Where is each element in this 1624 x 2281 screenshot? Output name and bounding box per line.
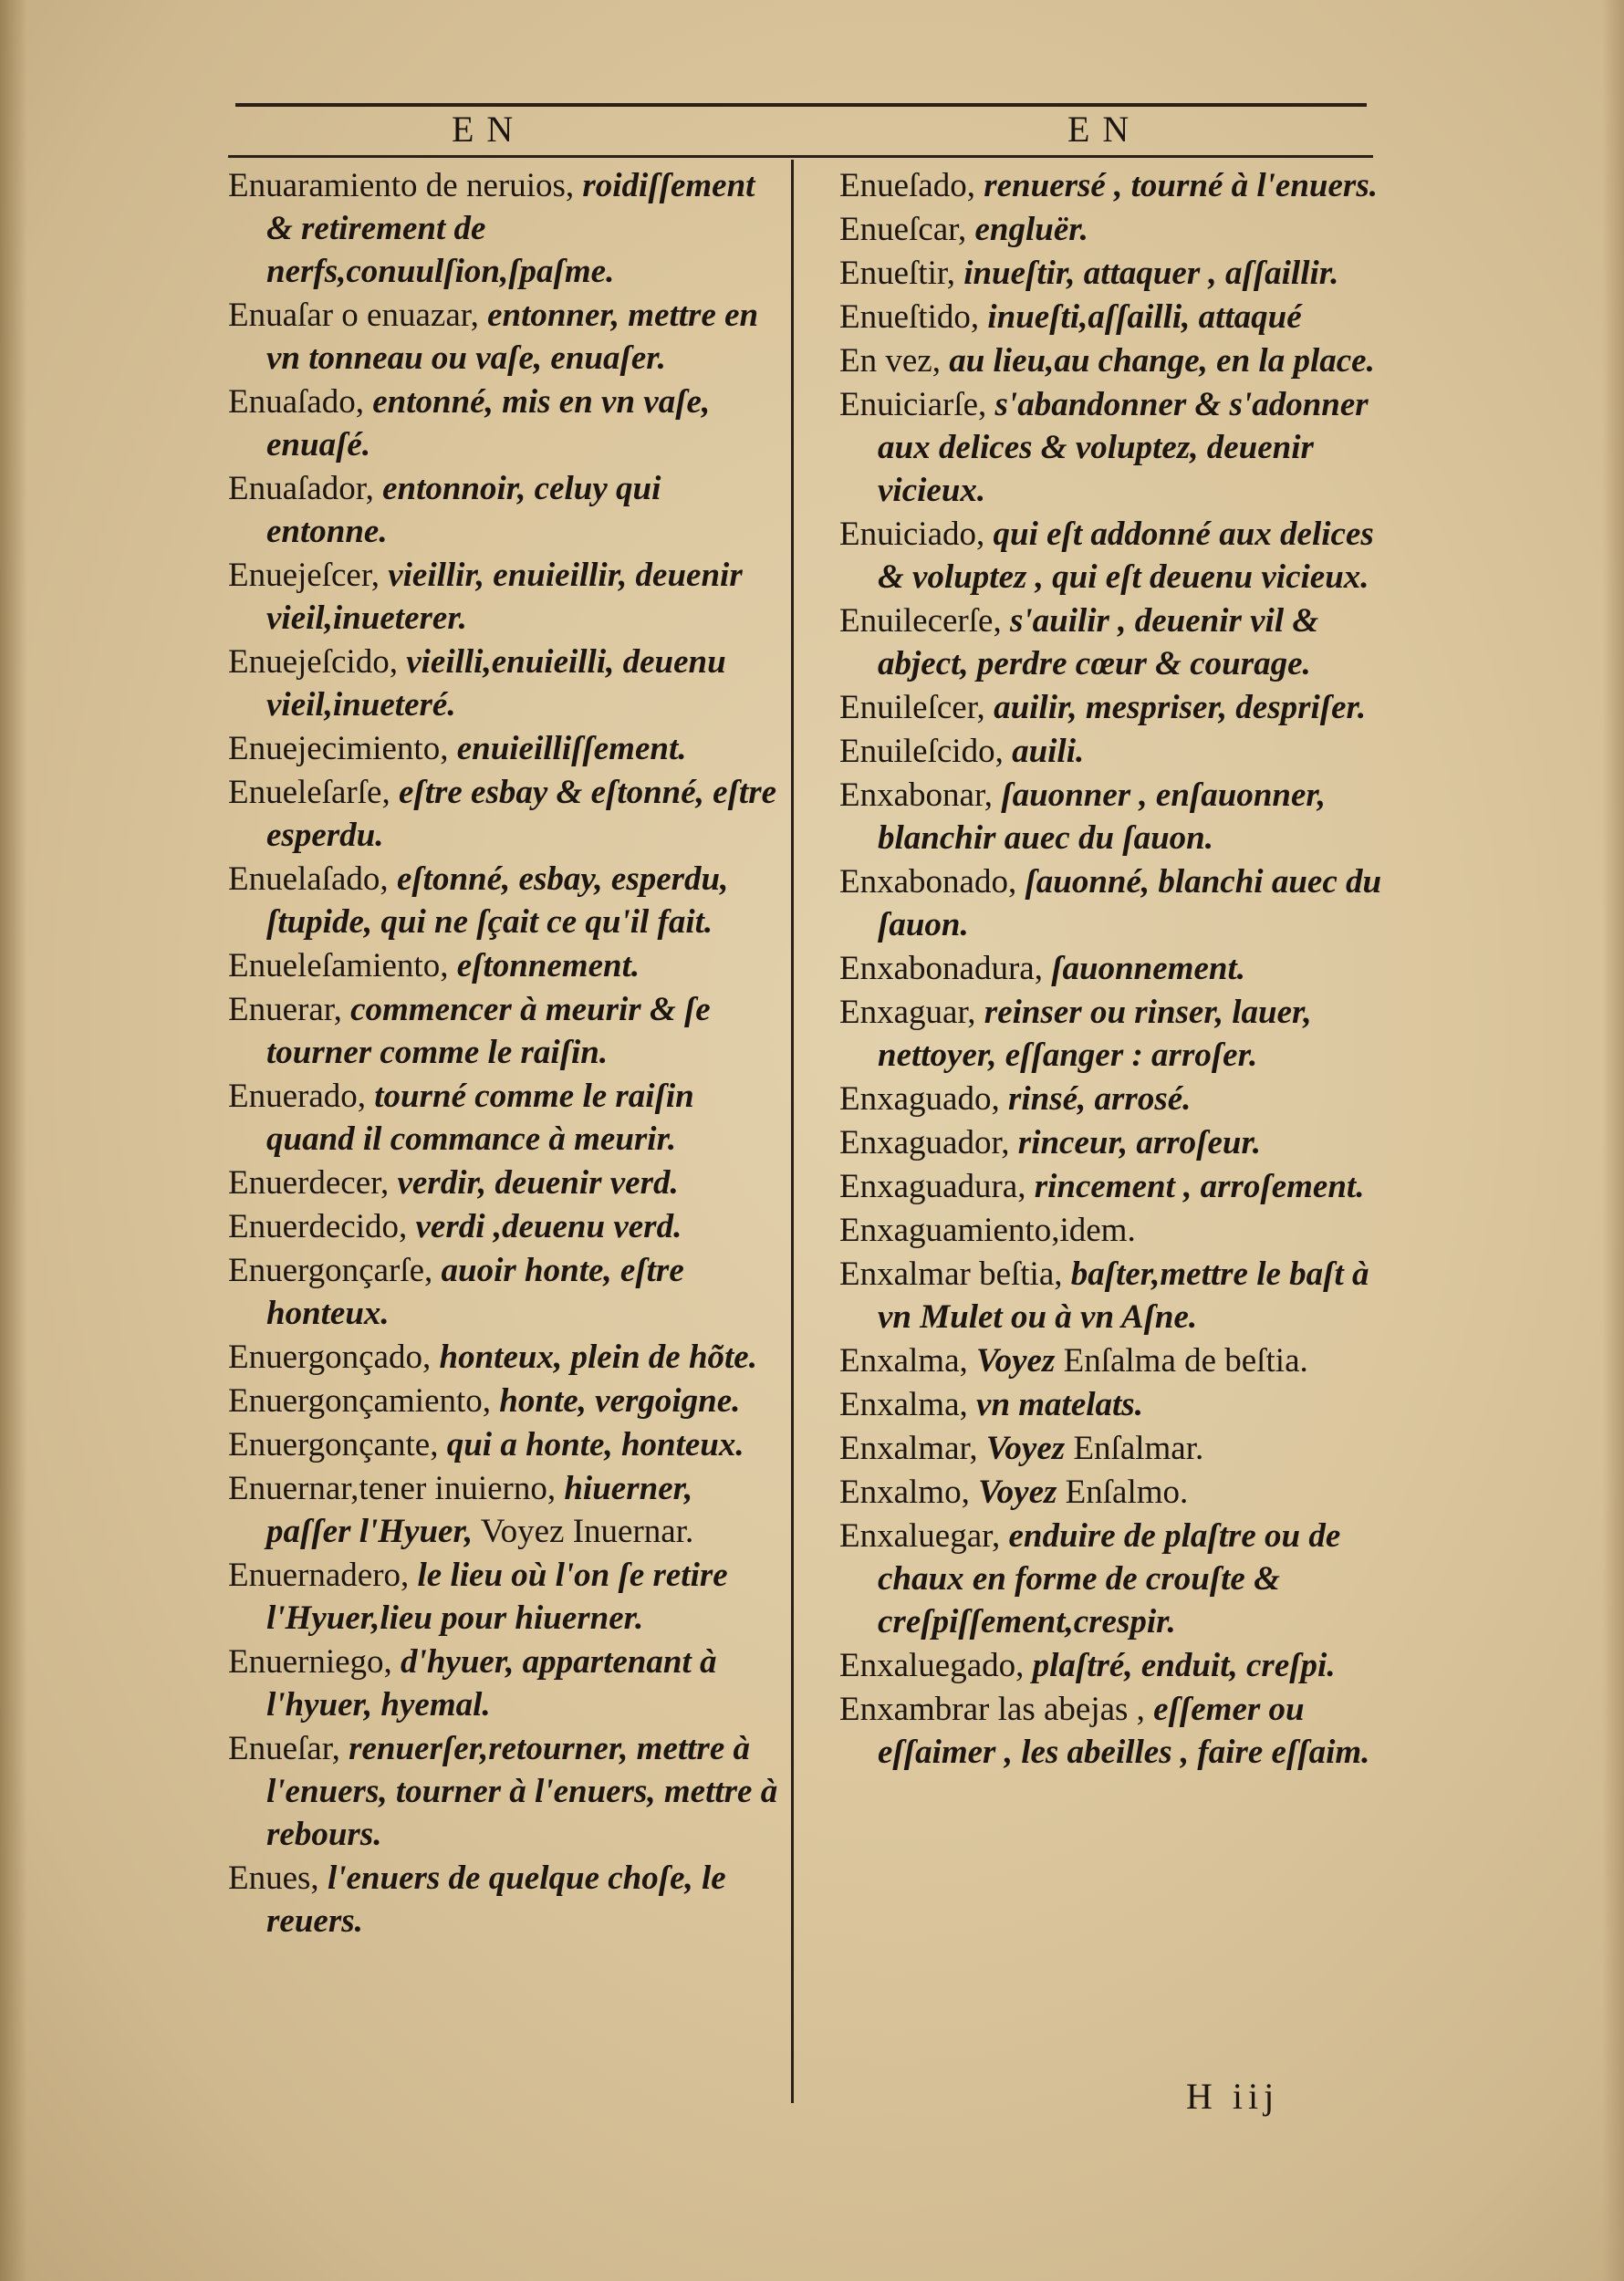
right-column bbox=[839, 164, 1387, 1775]
dictionary-entry bbox=[839, 686, 1387, 729]
headword: Enuaramiento de neruios, bbox=[228, 167, 575, 204]
translation: l'enuers de quelque choſe, le reuers. bbox=[266, 1859, 726, 1940]
headword: Enuerar, bbox=[228, 991, 342, 1028]
headword: Enueſar, bbox=[228, 1730, 340, 1767]
dictionary-entry bbox=[228, 1423, 780, 1466]
translation: le lieu où l'on ſe retire l'Hyuer,lieu pour hiuerner. bbox=[266, 1557, 728, 1637]
headword: Enuerado, bbox=[228, 1078, 367, 1115]
headword: Enuileſcer, bbox=[839, 689, 985, 726]
headword: Enuergonçado, bbox=[228, 1338, 432, 1376]
dictionary-entry bbox=[839, 383, 1387, 512]
headword: Enxabonado, bbox=[839, 863, 1017, 901]
headword: Enueleſarſe, bbox=[228, 774, 390, 811]
headword: Enuilecerſe, bbox=[839, 602, 1002, 640]
dictionary-entry bbox=[228, 641, 780, 726]
translation: inueſti,aſſailli, attaqué bbox=[987, 298, 1302, 336]
translation: ſauonné, blanchi auec du ſauon. bbox=[878, 863, 1382, 943]
headword: Enxabonar, bbox=[839, 776, 994, 814]
translation: tourné comme le raiſin quand il commance à meurir. bbox=[266, 1078, 694, 1158]
headword: Enuejeſcido, bbox=[228, 643, 398, 681]
translation: auilir, mespriser, despriſer. bbox=[994, 689, 1367, 726]
headword: Enxaluegar, bbox=[839, 1517, 1001, 1555]
dictionary-entry bbox=[228, 1554, 780, 1640]
dictionary-entry bbox=[839, 860, 1387, 946]
cross-reference: Voyez Inuernar. bbox=[480, 1513, 694, 1550]
running-head-right: EN bbox=[1067, 109, 1142, 150]
translation: entonner, mettre en vn tonneau ou vaſe, enuaſer. bbox=[266, 297, 759, 377]
column-divider bbox=[791, 160, 794, 2103]
dictionary-entry bbox=[228, 1727, 780, 1856]
translation: vn matelats. bbox=[976, 1386, 1143, 1423]
headword: Enxaguado, bbox=[839, 1080, 1000, 1118]
dictionary-entry bbox=[228, 1467, 780, 1553]
headword: Enueleſamiento, bbox=[228, 947, 449, 984]
headword: Enuergonçante, bbox=[228, 1426, 439, 1463]
headword: Enuejeſcer, bbox=[228, 557, 380, 594]
dictionary-entry bbox=[839, 947, 1387, 990]
headword: Enxaguadura, bbox=[839, 1168, 1026, 1205]
headword: Enuileſcido, bbox=[839, 733, 1004, 770]
headword: Enuerniego, bbox=[228, 1643, 392, 1681]
page-signature: H iij bbox=[1186, 2076, 1280, 2117]
dictionary-entry bbox=[839, 599, 1387, 685]
cross-reference: Enſalmo. bbox=[1065, 1474, 1189, 1511]
translation: inueſtir, attaquer , aſſaillir. bbox=[963, 255, 1339, 292]
dictionary-entry bbox=[839, 339, 1387, 382]
dictionary-entry bbox=[228, 858, 780, 943]
translation: Voyez bbox=[976, 1342, 1056, 1380]
translation: entonné, mis en vn vaſe, enuaſé. bbox=[266, 383, 711, 463]
headword: Enuerdecido, bbox=[228, 1208, 408, 1245]
dictionary-entry bbox=[228, 1161, 780, 1204]
dictionary-entry bbox=[228, 944, 780, 987]
dictionary-entry bbox=[839, 1339, 1387, 1382]
translation: d'hyuer, appartenant à l'hyuer, hyemal. bbox=[266, 1643, 717, 1724]
headword: Enues, bbox=[228, 1859, 319, 1897]
dictionary-entry bbox=[839, 164, 1387, 207]
headword: Enuernar,tener inuierno, bbox=[228, 1470, 557, 1507]
dictionary-entry bbox=[228, 380, 780, 466]
running-head-left: EN bbox=[452, 109, 526, 150]
translation: entonnoir, celuy qui entonne. bbox=[266, 470, 661, 550]
headword: Enxalmar, bbox=[839, 1430, 978, 1467]
translation: honte, vergoigne. bbox=[499, 1382, 741, 1420]
dictionary-entry bbox=[228, 1205, 780, 1248]
translation: ſauonnement. bbox=[1051, 950, 1245, 987]
headword: Enuiciarſe, bbox=[839, 386, 987, 423]
translation: vieilli,enuieilli, deuenu vieil,inueteré. bbox=[266, 643, 726, 724]
translation: plaſtré, enduit, creſpi. bbox=[1032, 1647, 1336, 1684]
headword: Enxalma, bbox=[839, 1386, 968, 1423]
headword: Enxaluegado, bbox=[839, 1647, 1025, 1684]
dictionary-entry bbox=[839, 208, 1387, 251]
translation: verdi ,deuenu verd. bbox=[415, 1208, 682, 1245]
translation: ſauonner , enſauonner, blanchir auec du ſauon. bbox=[878, 776, 1327, 857]
dictionary-entry bbox=[839, 1644, 1387, 1687]
dictionary-entry bbox=[839, 1209, 1387, 1252]
dictionary-entry bbox=[228, 1857, 780, 1942]
translation: qui a honte, honteux. bbox=[446, 1426, 744, 1463]
cross-reference: Enſalma de beſtia. bbox=[1063, 1342, 1308, 1380]
headword: En vez, bbox=[839, 342, 941, 380]
translation: rinceur, arroſeur. bbox=[1017, 1124, 1262, 1161]
translation: rincement , arroſement. bbox=[1034, 1168, 1365, 1205]
dictionary-entry bbox=[228, 727, 780, 770]
translation: renuersé , tourné à l'enuers. bbox=[984, 167, 1378, 204]
dictionary-entry bbox=[228, 467, 780, 553]
dictionary-entry bbox=[228, 1640, 780, 1726]
headword: Enuelaſado, bbox=[228, 860, 389, 898]
headword: Enxalmo, bbox=[839, 1474, 970, 1511]
dictionary-entry bbox=[228, 988, 780, 1074]
dictionary-entry bbox=[228, 554, 780, 640]
translation: qui eſt addonné aux delices & voluptez , qui eſt deuenu vicieux. bbox=[878, 516, 1374, 596]
translation: vieillir, enuieillir, deuenir vieil,inueterer. bbox=[266, 557, 743, 637]
header-rule bbox=[235, 103, 1367, 107]
headword: Enueſcar, bbox=[839, 211, 967, 248]
header-underline bbox=[228, 155, 1373, 158]
translation: honteux, plein de hõte. bbox=[439, 1338, 757, 1376]
translation: baſter,mettre le baſt à vn Mulet ou à vn Aſne. bbox=[878, 1255, 1369, 1336]
headword: Enuaſador, bbox=[228, 470, 374, 507]
dictionary-entry bbox=[839, 252, 1387, 295]
dictionary-entry bbox=[839, 1253, 1387, 1338]
translation: renuerſer,retourner, mettre à l'enuers, tourner à l'enuers, mettre à rebours. bbox=[266, 1730, 778, 1853]
translation: auoir honte, eſtre honteux. bbox=[266, 1252, 684, 1332]
translation: roidiſſement & retirement de nerfs,conuulſion,ſpaſme. bbox=[266, 167, 755, 290]
dictionary-entry bbox=[839, 513, 1387, 599]
translation: hiuerner, paſſer l'Hyuer, bbox=[266, 1470, 693, 1550]
headword: Enueſtir, bbox=[839, 255, 955, 292]
dictionary-entry bbox=[228, 1336, 780, 1379]
dictionary-entry bbox=[228, 1380, 780, 1422]
translation: s'abandonner & s'adonner aux delices & voluptez, deuenir vicieux. bbox=[878, 386, 1369, 509]
dictionary-entry bbox=[839, 1078, 1387, 1120]
dictionary-entry bbox=[839, 1471, 1387, 1514]
dictionary-entry bbox=[228, 164, 780, 293]
dictionary-entry bbox=[839, 296, 1387, 339]
dictionary-entry bbox=[228, 1075, 780, 1161]
translation: au lieu,au change, en la place. bbox=[949, 342, 1375, 380]
translation: eſtonné, esbay, esperdu, ſtupide, qui ne ſçait ce qu'il fait. bbox=[266, 860, 729, 941]
dictionary-entry bbox=[839, 730, 1387, 773]
left-column bbox=[228, 164, 780, 1943]
translation: s'auilir , deuenir vil & abject, perdre cœur & courage. bbox=[878, 602, 1319, 682]
translation: enuieilliſſement. bbox=[456, 730, 687, 767]
translation: rinsé, arrosé. bbox=[1007, 1080, 1192, 1118]
dictionary-entry bbox=[839, 1383, 1387, 1426]
translation: engluër. bbox=[974, 211, 1088, 248]
headword: Enuiciado, bbox=[839, 516, 985, 553]
headword: Enxambrar las abejas , bbox=[839, 1691, 1145, 1728]
headword: Enueſtido, bbox=[839, 298, 980, 336]
translation: eſſemer ou eſſaimer , les abeilles , faire eſſaim. bbox=[878, 1691, 1370, 1771]
dictionary-entry bbox=[839, 1515, 1387, 1643]
headword: Enuaſado, bbox=[228, 383, 364, 421]
dictionary-entry bbox=[228, 1249, 780, 1335]
translation: enduire de plaſtre ou de chaux en forme de crouſte & creſpiſſement,crespir. bbox=[878, 1517, 1341, 1640]
headword: Enxaguar, bbox=[839, 994, 976, 1031]
dictionary-entry bbox=[839, 774, 1387, 859]
translation: reinser ou rinser, lauer, nettoyer, eſſanger : arroſer. bbox=[878, 994, 1312, 1074]
translation: Voyez bbox=[985, 1430, 1066, 1467]
headword: Enxalmar beſtia, bbox=[839, 1255, 1063, 1293]
translation: eſtre esbay & eſtonné, eſtre esperdu. bbox=[266, 774, 777, 854]
headword: Enxaguador, bbox=[839, 1124, 1010, 1161]
translation: Voyez bbox=[978, 1474, 1057, 1511]
dictionary-entry bbox=[839, 991, 1387, 1077]
dictionary-entry bbox=[839, 1688, 1387, 1774]
translation: commencer à meurir & ſe tourner comme le raiſin. bbox=[266, 991, 711, 1071]
headword: Enxaguamiento,idem. bbox=[839, 1212, 1136, 1249]
dictionary-entry bbox=[839, 1427, 1387, 1470]
cross-reference: Enſalmar. bbox=[1073, 1430, 1204, 1467]
headword: Enueſado, bbox=[839, 167, 975, 204]
headword: Enuergonçarſe, bbox=[228, 1252, 433, 1289]
headword: Enuaſar o enuazar, bbox=[228, 297, 479, 334]
headword: Enuergonçamiento, bbox=[228, 1382, 492, 1420]
dictionary-entry bbox=[228, 771, 780, 857]
translation: eſtonnement. bbox=[456, 947, 640, 984]
headword: Enxalma, bbox=[839, 1342, 968, 1380]
headword: Enuerdecer, bbox=[228, 1164, 390, 1202]
dictionary-entry bbox=[839, 1121, 1387, 1164]
headword: Enuejecimiento, bbox=[228, 730, 449, 767]
translation: verdir, deuenir verd. bbox=[397, 1164, 679, 1202]
translation: auili. bbox=[1012, 733, 1085, 770]
headword: Enxabonadura, bbox=[839, 950, 1043, 987]
dictionary-entry bbox=[228, 294, 780, 380]
dictionary-entry bbox=[839, 1165, 1387, 1208]
headword: Enuernadero, bbox=[228, 1557, 410, 1594]
